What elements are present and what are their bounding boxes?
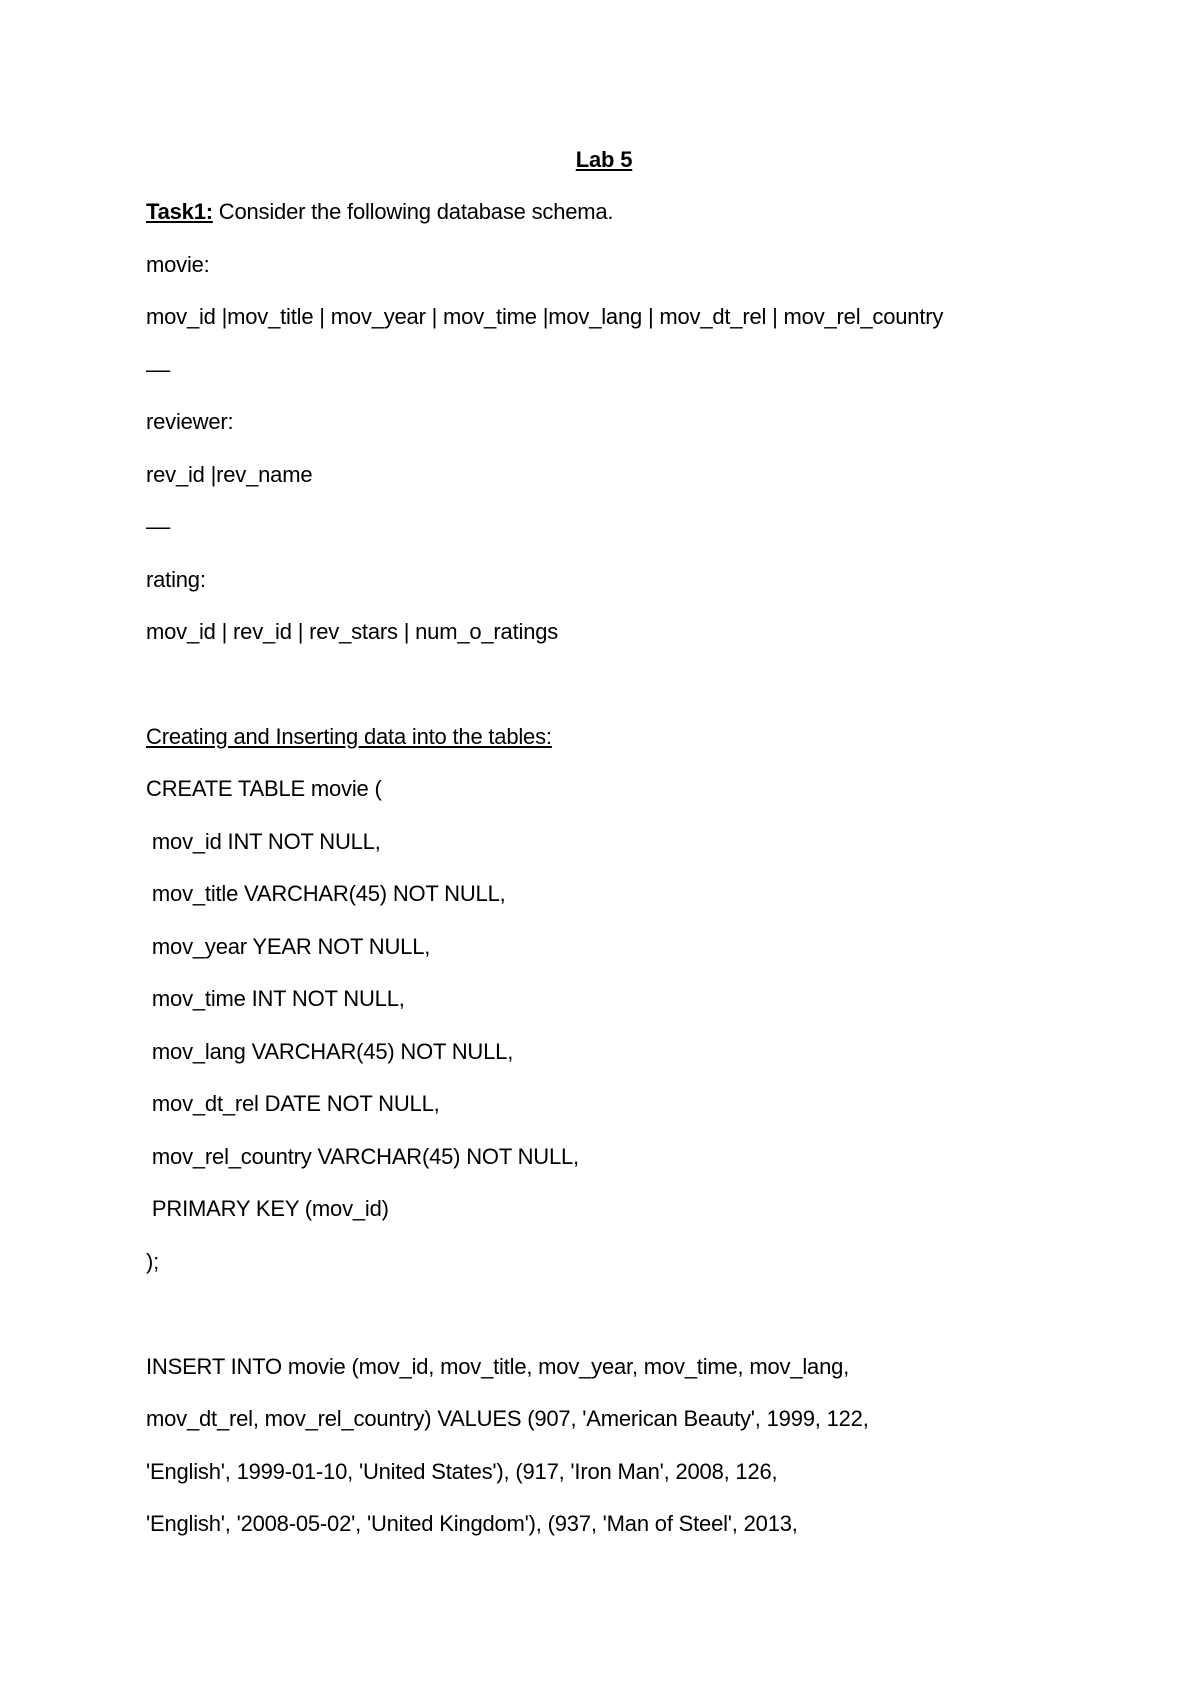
rating-label: rating:	[146, 567, 206, 592]
code-line: );	[146, 1249, 160, 1274]
rating-columns: mov_id | rev_id | rev_stars | num_o_ratings	[146, 619, 559, 644]
section-heading: Creating and Inserting data into the tables:	[146, 724, 552, 749]
task-label: Task1:	[146, 199, 213, 224]
insert-line: 'English', '2008-05-02', 'United Kingdom'), (937, 'Man of Steel', 2013,	[146, 1511, 798, 1536]
separator: ––	[146, 514, 171, 539]
code-line: mov_year YEAR NOT NULL,	[146, 934, 431, 959]
separator: ––	[146, 357, 171, 382]
insert-line: mov_dt_rel, mov_rel_country) VALUES (907, 'American Beauty', 1999, 122,	[146, 1406, 869, 1431]
code-line: mov_dt_rel DATE NOT NULL,	[146, 1091, 440, 1116]
reviewer-columns: rev_id |rev_name	[146, 462, 313, 487]
code-line: mov_id INT NOT NULL,	[146, 829, 381, 854]
code-line: CREATE TABLE movie (	[146, 776, 382, 801]
insert-line: INSERT INTO movie (mov_id, mov_title, mov_year, mov_time, mov_lang,	[146, 1354, 850, 1379]
code-line: mov_time INT NOT NULL,	[146, 986, 405, 1011]
insert-line: 'English', 1999-01-10, 'United States'), (917, 'Iron Man', 2008, 126,	[146, 1459, 778, 1484]
code-line: PRIMARY KEY (mov_id)	[146, 1196, 389, 1221]
task-text: Consider the following database schema.	[212, 199, 614, 224]
code-line: mov_rel_country VARCHAR(45) NOT NULL,	[146, 1144, 579, 1169]
movie-label: movie:	[146, 252, 210, 277]
task-line	[146, 198, 613, 226]
reviewer-label: reviewer:	[146, 409, 234, 434]
page-title: Lab 5	[575, 147, 633, 172]
movie-columns: mov_id |mov_title | mov_year | mov_time |mov_lang | mov_dt_rel | mov_rel_country	[146, 304, 944, 329]
code-line: mov_lang VARCHAR(45) NOT NULL,	[146, 1039, 514, 1064]
code-line: mov_title VARCHAR(45) NOT NULL,	[146, 881, 506, 906]
